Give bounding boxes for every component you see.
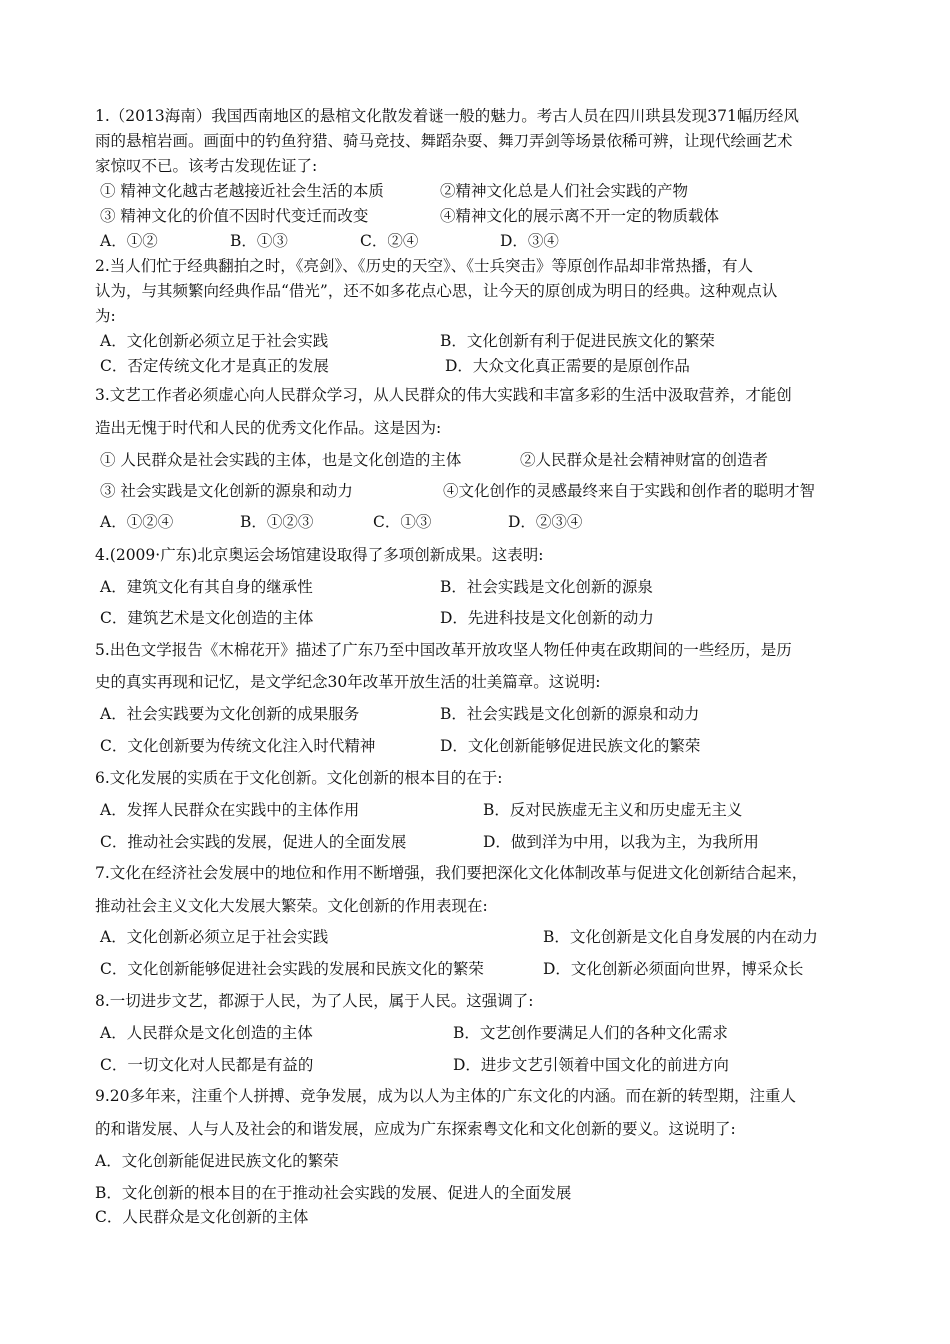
q8-option-b: B．文艺创作要满足人们的各种文化需求 [453, 1024, 728, 1042]
q3-item-1: ① 人民群众是社会实践的主体，也是文化创造的主体 [100, 451, 462, 469]
q8-option-a: A．人民群众是文化创造的主体 [100, 1024, 313, 1042]
q4-stem-line-1: 4.(2009·广东)北京奥运会场馆建设取得了多项创新成果。这表明: [95, 546, 544, 564]
q3-option-d: D．②③④ [508, 513, 583, 531]
q7-option-a: A．文化创新必须立足于社会实践 [100, 928, 329, 946]
q9-option-a: A．文化创新能促进民族文化的繁荣 [95, 1152, 339, 1170]
q4-option-d: D．先进科技是文化创新的动力 [440, 609, 654, 627]
q6-option-c: C．推动社会实践的发展，促进人的全面发展 [100, 833, 407, 851]
q7-option-b: B．文化创新是文化自身发展的内在动力 [543, 928, 818, 946]
q8-stem-line-1: 8.一切进步文艺，都源于人民，为了人民，属于人民。这强调了: [95, 992, 534, 1010]
q2-stem-line-1: 2.当人们忙于经典翻拍之时，《亮剑》、《历史的天空》、《士兵突击》等原创作品却非常热播，有人 [95, 257, 754, 275]
q5-option-a: A．社会实践要为文化创新的成果服务 [100, 705, 360, 723]
q3-option-c: C．①③ [373, 513, 432, 531]
q1-item-1: ① 精神文化越古老越接近社会生活的本质 [100, 182, 384, 200]
q2-option-d: D．大众文化真正需要的是原创作品 [445, 357, 690, 375]
q5-option-b: B．社会实践是文化创新的源泉和动力 [440, 705, 700, 723]
q2-stem-line-3: 为: [95, 307, 116, 325]
q4-option-b: B．社会实践是文化创新的源泉 [440, 578, 653, 596]
q1-option-d: D．③④ [500, 232, 559, 250]
q3-stem-line-1: 3.文艺工作者必须虚心向人民群众学习，从人民群众的伟大实践和丰富多彩的生活中汲取营养，才能创 [95, 386, 792, 404]
q4-option-a: A．建筑文化有其自身的继承性 [100, 578, 313, 596]
q3-item-3: ③ 社会实践是文化创新的源泉和动力 [100, 482, 353, 500]
q8-option-d: D．进步文艺引领着中国文化的前进方向 [453, 1056, 729, 1074]
q1-option-c: C．②④ [360, 232, 419, 250]
q2-option-b: B．文化创新有利于促进民族文化的繁荣 [440, 332, 715, 350]
q2-option-a: A．文化创新必须立足于社会实践 [100, 332, 329, 350]
q6-option-d: D．做到洋为中用，以我为主，为我所用 [483, 833, 759, 851]
q9-option-b: B．文化创新的根本目的在于推动社会实践的发展、促进人的全面发展 [95, 1184, 572, 1202]
q3-option-b: B．①②③ [240, 513, 314, 531]
q1-option-a: A．①② [100, 232, 158, 250]
q1-stem-line-1: 1.（2013海南）我国西南地区的悬棺文化散发着谜一般的魅力。考古人员在四川珙县发现371幅历经风 [95, 107, 799, 125]
q3-stem-line-2: 造出无愧于时代和人民的优秀文化作品。这是因为: [95, 419, 442, 437]
q5-stem-line-1: 5.出色文学报告《木棉花开》描述了广东乃至中国改革开放攻坚人物任仲夷在政期间的一些经历，是历 [95, 641, 792, 659]
q7-option-d: D．文化创新必须面向世界，博采众长 [543, 960, 804, 978]
q1-item-2: ②精神文化总是人们社会实践的产物 [440, 182, 689, 200]
q5-option-d: D．文化创新能够促进民族文化的繁荣 [440, 737, 701, 755]
q5-stem-line-2: 史的真实再现和记忆，是文学纪念30年改革开放生活的壮美篇章。这说明: [95, 673, 601, 691]
q9-stem-line-1: 9.20多年来，注重个人拼搏、竞争发展，成为以人为主体的广东文化的内涵。而在新的转型期，注重人 [95, 1087, 797, 1105]
q7-stem-line-1: 7.文化在经济社会发展中的地位和作用不断增强，我们要把深化文化体制改革与促进文化创新结合起来， [95, 864, 808, 882]
q4-option-c: C．建筑艺术是文化创造的主体 [100, 609, 314, 627]
q8-option-c: C．一切文化对人民都是有益的 [100, 1056, 314, 1074]
q1-stem-line-2: 雨的悬棺岩画。画面中的钓鱼狩猎、骑马竞技、舞蹈杂耍、舞刀弄剑等场景依稀可辨，让现代绘画艺术 [95, 132, 793, 150]
q1-item-4: ④精神文化的展示离不开一定的物质载体 [440, 207, 720, 225]
q2-stem-line-2: 认为，与其频繁向经典作品“借光”，还不如多花点心思，让今天的原创成为明日的经典。这种观点认 [95, 282, 778, 300]
q3-option-a: A．①②④ [100, 513, 174, 531]
q1-option-b: B．①③ [230, 232, 288, 250]
q9-stem-line-2: 的和谐发展、人与人及社会的和谐发展，应成为广东探索粤文化和文化创新的要义。这说明了: [95, 1120, 736, 1138]
q1-stem-line-3: 家惊叹不已。该考古发现佐证了: [95, 157, 318, 175]
q3-item-2: ②人民群众是社会精神财富的创造者 [520, 451, 769, 469]
q7-option-c: C．文化创新能够促进社会实践的发展和民族文化的繁荣 [100, 960, 484, 978]
q6-option-b: B．反对民族虚无主义和历史虚无主义 [483, 801, 743, 819]
q5-option-c: C．文化创新要为传统文化注入时代精神 [100, 737, 376, 755]
q2-option-c: C．否定传统文化才是真正的发展 [100, 357, 329, 375]
q3-item-4: ④文化创作的灵感最终来自于实践和创作者的聪明才智 [443, 482, 816, 500]
q6-option-a: A．发挥人民群众在实践中的主体作用 [100, 801, 360, 819]
q6-stem-line-1: 6.文化发展的实质在于文化创新。文化创新的根本目的在于: [95, 769, 503, 787]
q1-item-3: ③ 精神文化的价值不因时代变迁而改变 [100, 207, 369, 225]
q7-stem-line-2: 推动社会主义文化大发展大繁荣。文化创新的作用表现在: [95, 897, 488, 915]
q9-option-c: C．人民群众是文化创新的主体 [95, 1208, 309, 1226]
